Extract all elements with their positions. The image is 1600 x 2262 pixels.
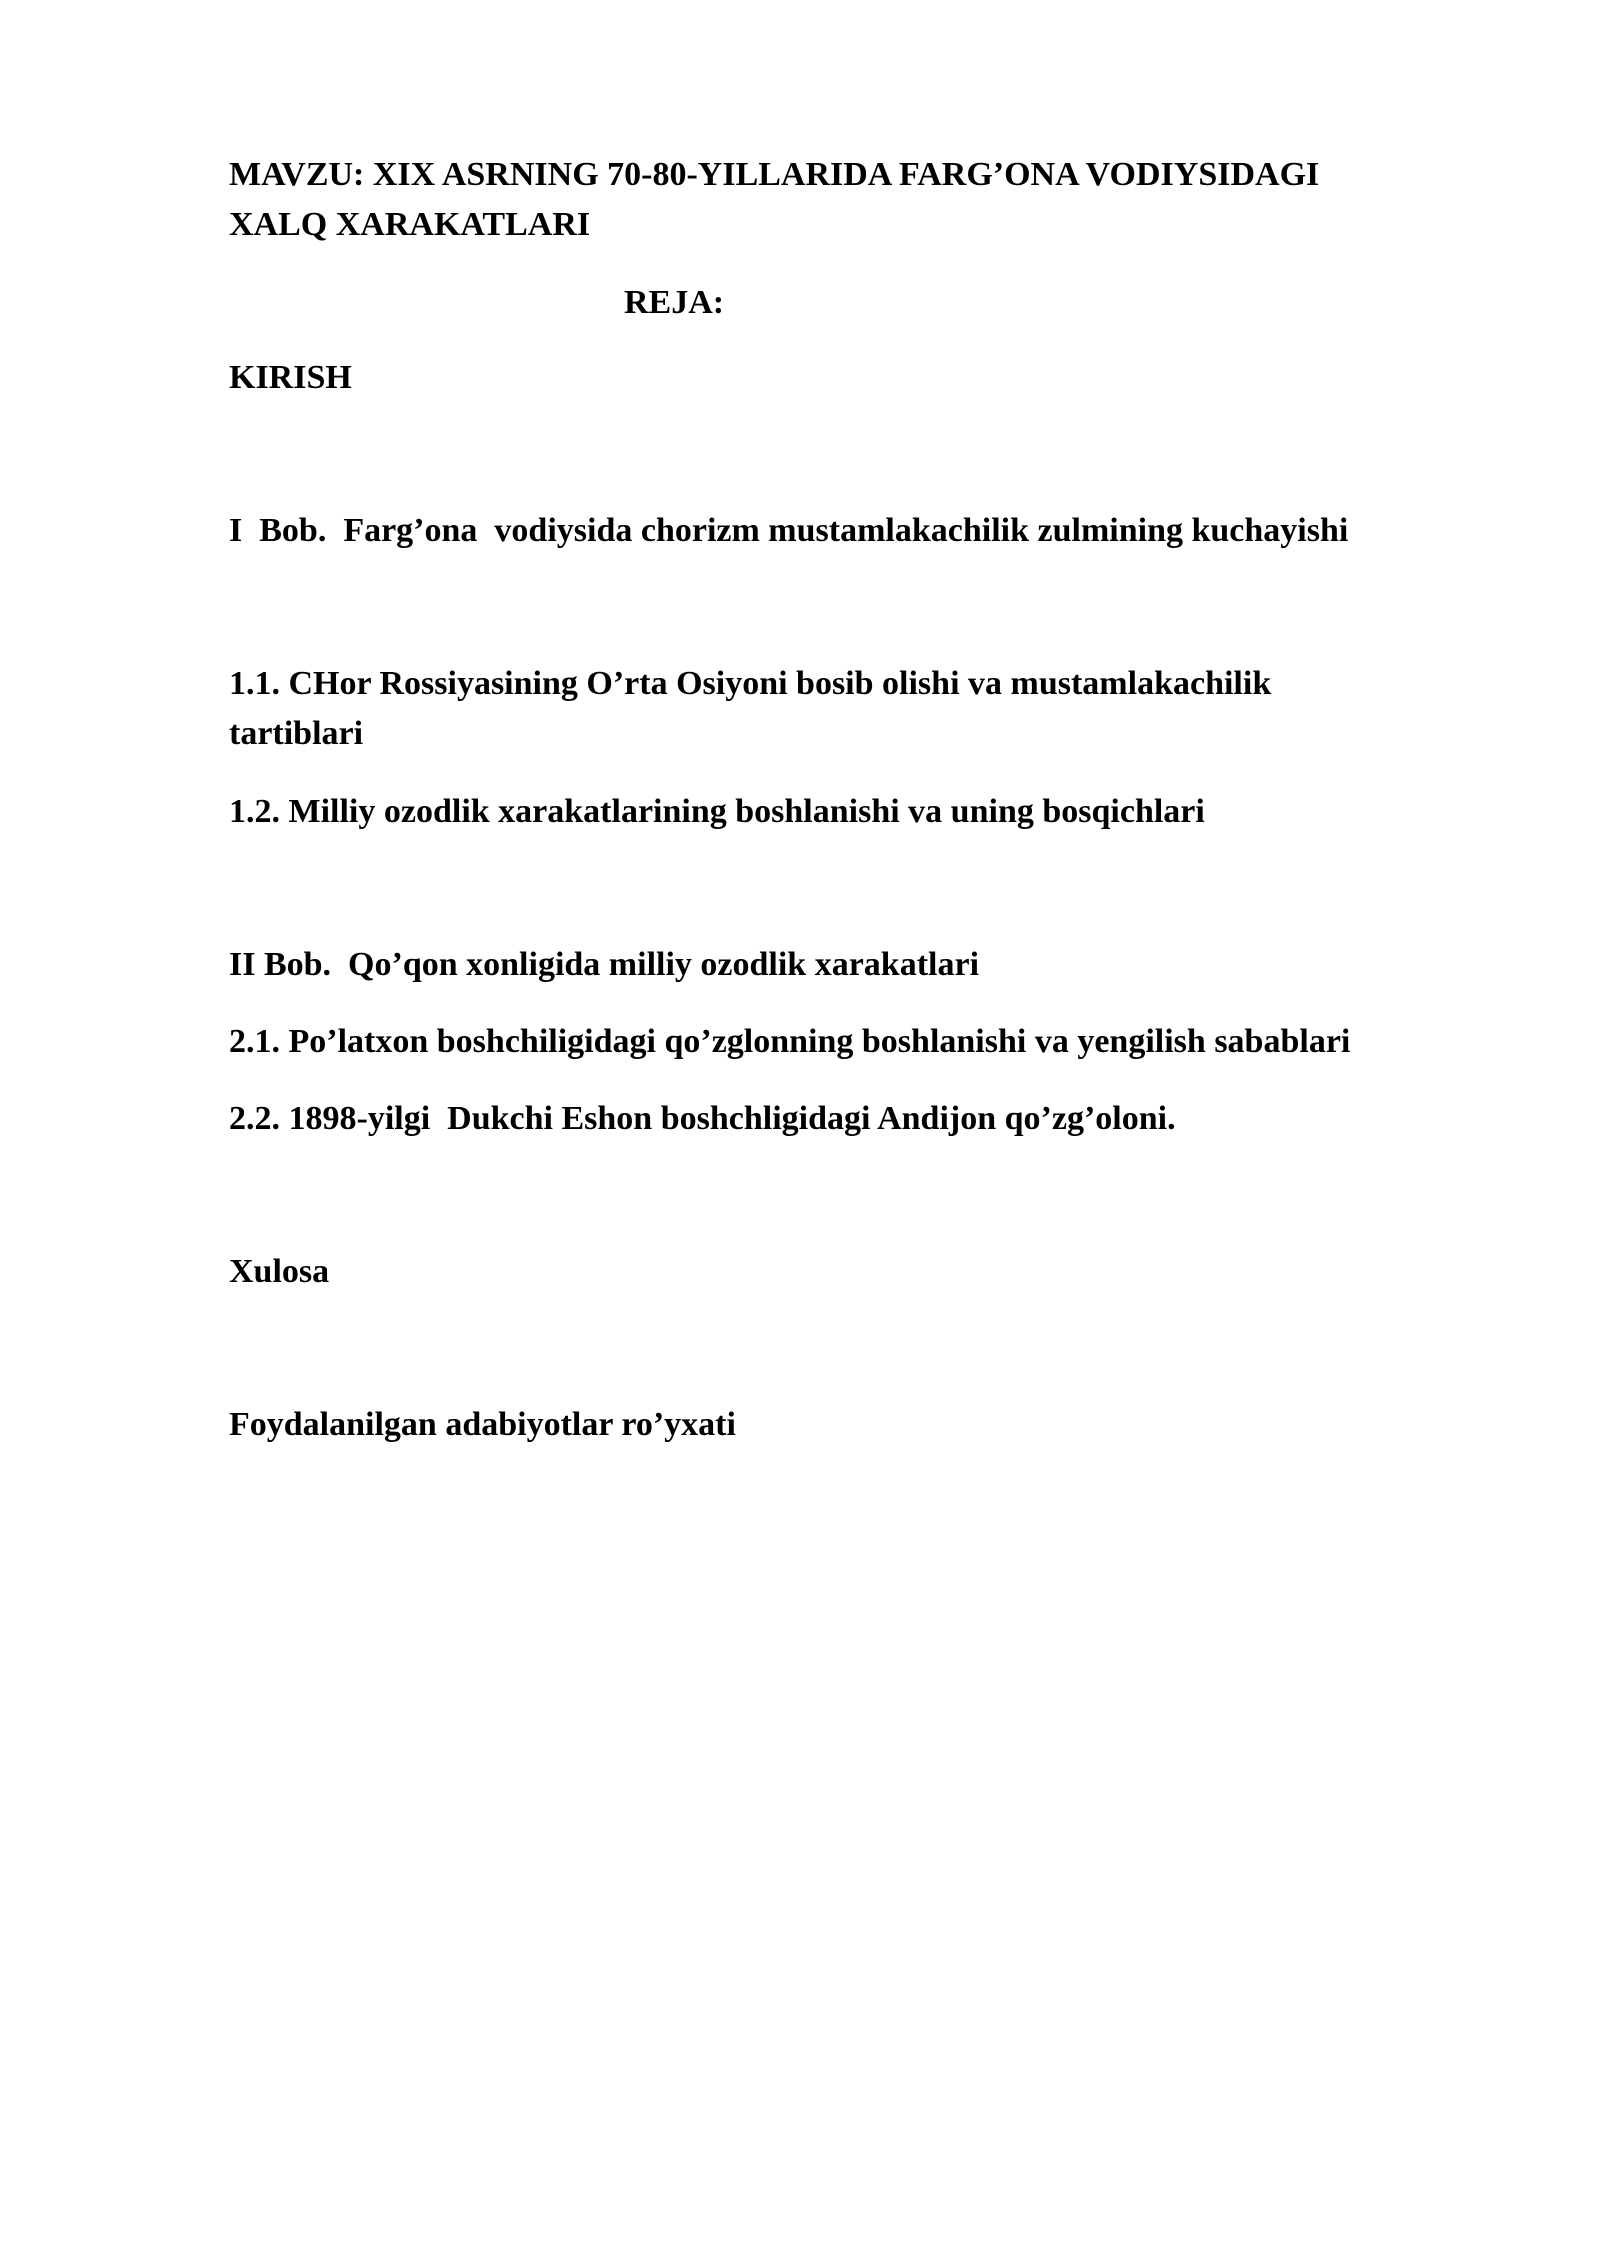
intro-heading: KIRISH: [229, 359, 352, 396]
section-2-1: 2.1. Po’latxon boshchiligidagi qo’zglonning boshlanishi va yengilish sabablari: [229, 1023, 1351, 1060]
section-1-2: 1.2. Milliy ozodlik xarakatlarining boshlanishi va uning bosqichlari: [229, 793, 1205, 830]
references-heading: Foydalanilgan adabiyotlar ro’yxati: [229, 1406, 736, 1443]
section-1-1-line-2: tartiblari: [229, 715, 364, 752]
chapter-2-heading: II Bob. Qo’qon xonligida milliy ozodlik xarakatlari: [229, 946, 980, 983]
conclusion-heading: Xulosa: [229, 1253, 330, 1290]
chapter-1-heading: I Bob. Farg’ona vodiysida chorizm mustamlakachilik zulmining kuchayishi: [229, 512, 1349, 549]
section-1-1-line-1: 1.1. CHor Rossiyasining O’rta Osiyoni bosib olishi va mustamlakachilik: [229, 665, 1272, 702]
plan-heading: REJA:: [624, 284, 725, 321]
section-2-2: 2.2. 1898-yilgi Dukchi Eshon boshchligidagi Andijon qo’zg’oloni.: [229, 1100, 1176, 1137]
title-line-1: MAVZU: XIX ASRNING 70-80-YILLARIDA FARG’ONA VODIYSIDAGI: [229, 156, 1320, 193]
title-line-2: XALQ XARAKATLARI: [229, 206, 591, 243]
